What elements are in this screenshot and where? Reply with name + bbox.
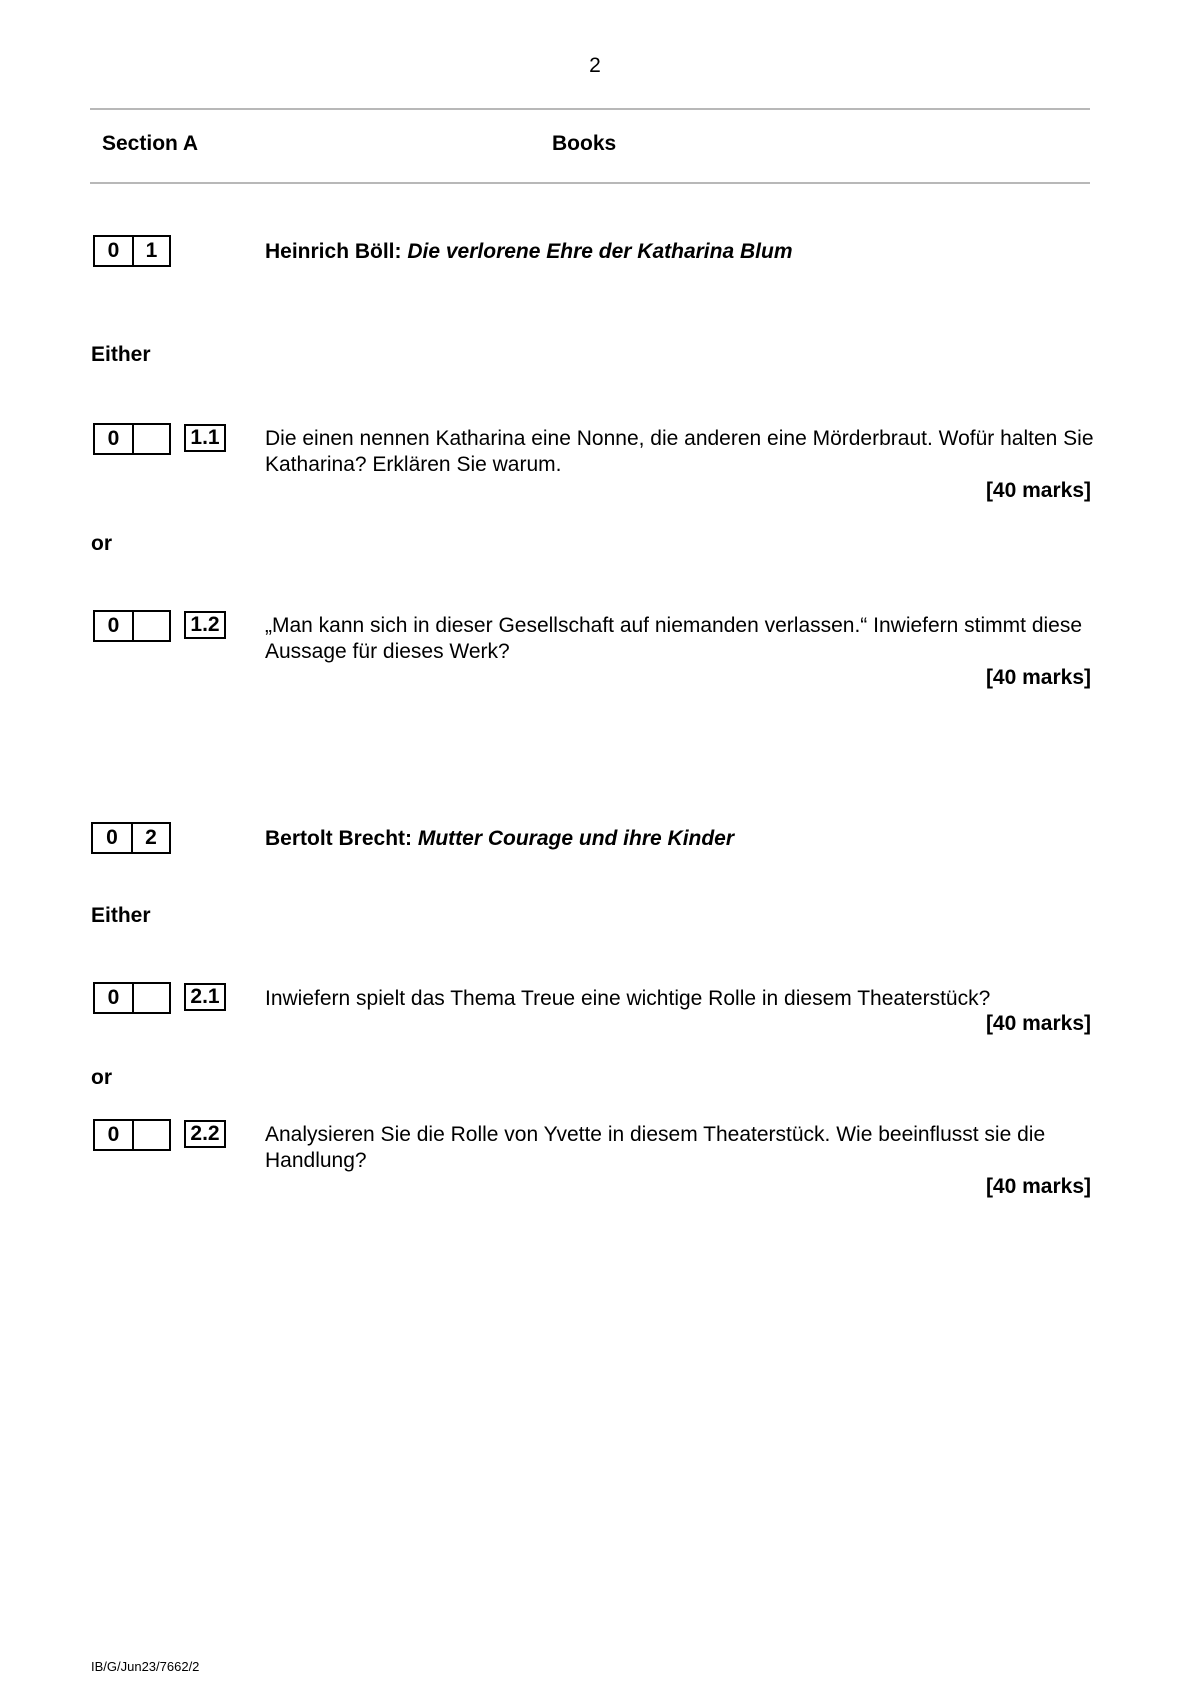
subquestion-suffix-box: 2.1 [184, 983, 226, 1011]
work-title: Die verlorene Ehre der Katharina Blum [407, 240, 793, 263]
subquestion-number-digit: 0 [107, 986, 120, 1009]
question-heading [265, 240, 793, 264]
question-number-box [93, 235, 171, 267]
or-label: or [91, 1066, 112, 1089]
marks-label: [40 marks] [985, 1012, 1091, 1035]
question-text: Die einen nennen Katharina eine Nonne, die anderen eine Mörderbraut. Wofür halten Sie Katharina? Erklären Sie warum. [265, 427, 1094, 476]
question-text: „Man kann sich in dieser Gesellschaft auf niemanden verlassen.“ Inwiefern stimmt diese Aussage für dieses Werk? [265, 614, 1083, 663]
subquestion-number-box [93, 610, 171, 642]
question-text: Inwiefern spielt das Thema Treue eine wichtige Rolle in diesem Theaterstück? [265, 987, 991, 1010]
subquestion-number-digit [132, 612, 169, 640]
marks-label: [40 marks] [985, 666, 1091, 689]
question-number-digit: 0 [107, 239, 120, 262]
either-label: Either [91, 904, 151, 927]
question-number-digit: 0 [106, 826, 118, 849]
author-name: Heinrich Böll: [265, 240, 402, 263]
header-top-rule [90, 108, 1090, 110]
or-label: or [91, 532, 112, 555]
subquestion-number-digit: 0 [107, 427, 120, 450]
subquestion-number-box [93, 1119, 171, 1151]
question-heading [265, 827, 734, 851]
question-text: Analysieren Sie die Rolle von Yvette in diesem Theaterstück. Wie beeinflusst sie die Handlung? [265, 1123, 1046, 1172]
either-label: Either [91, 343, 151, 366]
subquestion-number-digit: 0 [107, 614, 120, 637]
work-title: Mutter Courage und ihre Kinder [417, 827, 735, 850]
section-label: Section A [102, 132, 199, 155]
subquestion-number-box [93, 982, 171, 1014]
marks-label: [40 marks] [985, 1175, 1091, 1198]
question-number-digit: 2 [131, 824, 169, 852]
header-bottom-rule [90, 182, 1090, 184]
subquestion-suffix-box: 1.1 [184, 424, 226, 452]
author-name: Bertolt Brecht: [265, 827, 413, 850]
subquestion-number-digit [132, 1121, 169, 1149]
subquestion-number-box [93, 423, 171, 455]
page-number: 2 [589, 54, 601, 77]
subquestion-suffix-box: 1.2 [184, 611, 226, 639]
section-title: Books [552, 132, 617, 155]
question-number-box [91, 822, 171, 854]
footer-reference: IB/G/Jun23/7662/2 [91, 1659, 200, 1674]
marks-label: [40 marks] [985, 479, 1091, 502]
subquestion-suffix-box: 2.2 [184, 1120, 226, 1148]
subquestion-number-digit [132, 984, 169, 1012]
subquestion-number-digit [132, 425, 169, 453]
question-number-digit: 1 [132, 237, 169, 265]
subquestion-number-digit: 0 [107, 1123, 120, 1146]
